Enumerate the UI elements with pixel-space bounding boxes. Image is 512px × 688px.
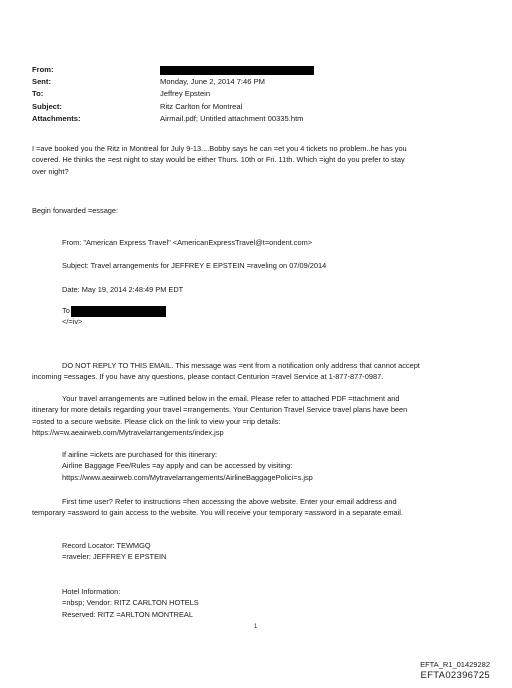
first-time-line: temporary =assword to gain access to the website. You will receive your temporary =assword in a separate email. — [32, 508, 403, 518]
hotel-vendor: =nbsp; Vendor: RITZ CARLTON HOTELS — [62, 598, 199, 608]
subject-value: Ritz Carlton for Montreal — [160, 101, 243, 111]
baggage-link[interactable]: https://www.aeairweb.com/Mytravelarrangements/AirlineBaggagePolici=s.jsp — [62, 472, 313, 482]
intro-line: covered. He thinks the =est night to stay would be either Thurs. 10th or Fri. 11th. Which =ight do you prefer to stay — [32, 155, 405, 165]
forwarded-label: Begin forwarded =essage: — [32, 206, 119, 215]
notice-line: DO NOT REPLY TO THIS EMAIL. This message was =ent from a notification only address that cannot accept — [62, 361, 420, 370]
first-time-line: First time user? Refer to instructions =hen accessing the above website. Enter your email address and — [62, 497, 397, 506]
subject-label: Subject: — [32, 101, 62, 111]
attachments-value: Airmail.pdf; Untitled attachment 00335.htm — [160, 113, 304, 123]
redaction-bar — [160, 66, 314, 75]
record-locator: Record Locator: TEWMGQ — [62, 541, 151, 550]
intro-line: I =ave booked you the Ritz in Montreal for July 9-13....Bobby says he can =et you 4 tickets no problem..he has you — [32, 144, 407, 153]
notice-line: incoming =essages. If you have any questions, please contact Centurion =ravel Service at 1-877-877-0987. — [32, 372, 384, 382]
notice-paragraph — [32, 360, 420, 383]
subject-row — [32, 101, 332, 113]
arrangements-line: Your travel arrangements are =utlined below in the email. Please refer to attached PDF =ttachment and — [62, 394, 400, 403]
arrangements-line: itinerary for more details regarding your travel =rrangements. Your Centurion Travel Service travel plans have been — [32, 405, 408, 415]
page-number: 1 — [254, 624, 258, 630]
fwd-subject: Subject: Travel arrangements for JEFFREY E EPSTEIN =raveling on 07/09/2014 — [62, 261, 327, 270]
hotel-heading: Hotel Information: — [62, 587, 121, 596]
traveler-name: =raveler: JEFFREY E EPSTEIN — [62, 552, 167, 562]
to-row — [32, 88, 332, 100]
sent-label: Sent: — [32, 77, 51, 87]
arrangements-paragraph — [32, 393, 407, 438]
from-row — [32, 64, 332, 76]
fwd-to — [62, 305, 166, 317]
baggage-line: If airline =ickets are purchased for this itinerary: — [62, 450, 218, 459]
arrangements-link[interactable]: https://w=w.aeairweb.com/Mytravelarrangements/index.jsp — [32, 427, 224, 437]
sent-row — [32, 76, 332, 88]
footer-ref-secondary: EFTA02396725 — [420, 670, 490, 681]
arrangements-line: =osted to a secure website. Please click on the link to view your =rip details: — [32, 416, 281, 426]
redaction-bar — [71, 306, 166, 317]
attachments-row — [32, 113, 332, 125]
to-value: Jeffrey Epstein — [160, 89, 211, 99]
hotel-paragraph — [62, 586, 199, 620]
first-time-paragraph — [32, 496, 403, 519]
fwd-date: Date: May 19, 2014 2:48:49 PM EDT — [62, 285, 184, 294]
attachments-label: Attachments: — [32, 113, 81, 123]
intro-paragraph — [32, 143, 407, 177]
from-label: From: — [32, 65, 54, 74]
email-header — [32, 64, 332, 125]
baggage-paragraph — [62, 449, 313, 483]
to-label: To: — [32, 89, 44, 99]
fwd-div: </=iv> — [62, 317, 83, 326]
record-paragraph — [62, 540, 166, 563]
footer-ref-primary: EFTA_R1_01429282 — [420, 660, 490, 669]
hotel-reserved: Reserved: RITZ =ARLTON MONTREAL — [62, 609, 193, 619]
fwd-from: From: "American Express Travel" <AmericanExpressTravel@t=ondent.com> — [62, 238, 313, 247]
sent-value: Monday, June 2, 2014 7:46 PM — [160, 77, 265, 87]
fwd-to-prefix: To — [62, 306, 70, 315]
baggage-line: Airline Baggage Fee/Rules =ay apply and can be accessed by visiting: — [62, 461, 293, 471]
intro-line: over night? — [32, 166, 69, 176]
